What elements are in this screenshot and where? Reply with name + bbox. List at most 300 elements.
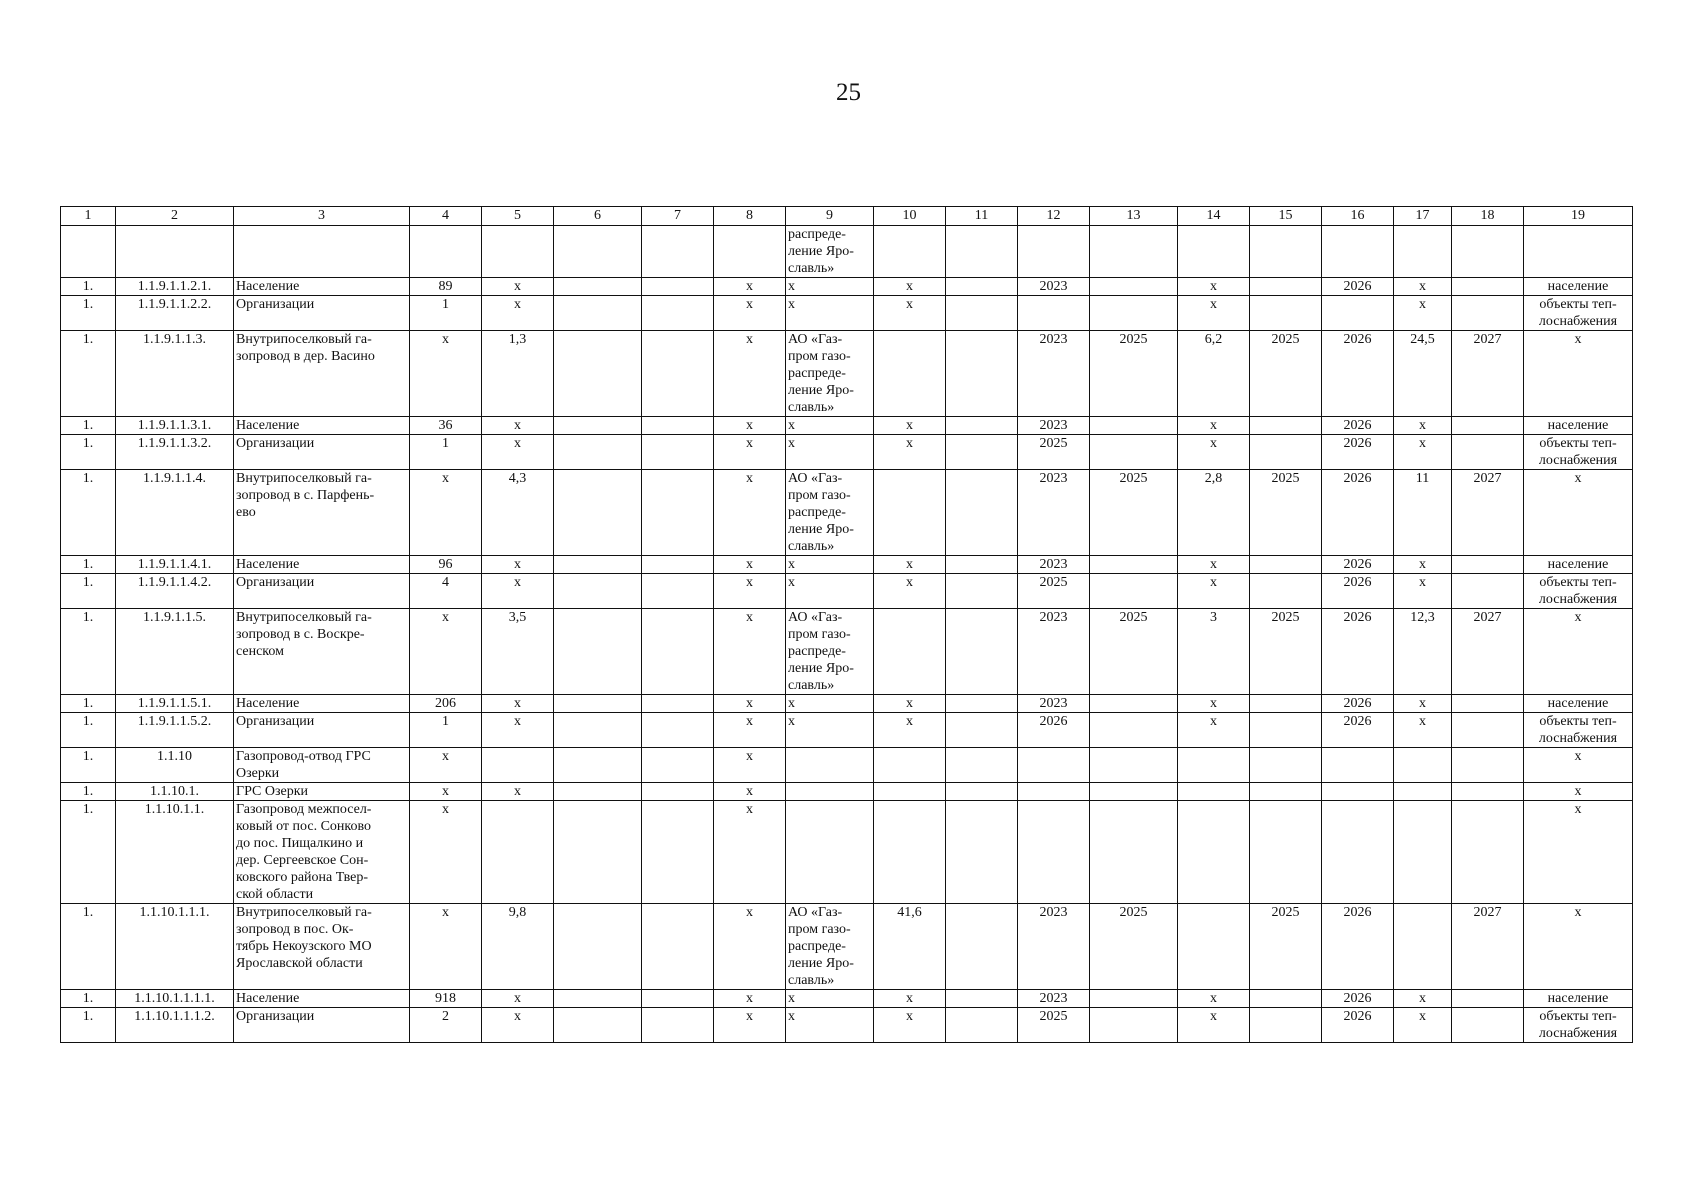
table-cell: Организации bbox=[234, 574, 410, 609]
table-cell bbox=[1250, 556, 1322, 574]
table-cell bbox=[642, 226, 714, 278]
table-cell: объекты теп- лоснабжения bbox=[1524, 435, 1633, 470]
table-cell: 2026 bbox=[1322, 574, 1394, 609]
table-cell: x bbox=[410, 331, 482, 417]
table-cell bbox=[946, 574, 1018, 609]
table-cell bbox=[554, 783, 642, 801]
table-cell: x bbox=[714, 556, 786, 574]
table-cell: x bbox=[786, 278, 874, 296]
table-cell: 2025 bbox=[1018, 435, 1090, 470]
table-cell: 206 bbox=[410, 695, 482, 713]
table-cell: 2026 bbox=[1322, 278, 1394, 296]
table-cell: 1.1.9.1.1.3.1. bbox=[116, 417, 234, 435]
column-header: 18 bbox=[1452, 207, 1524, 226]
header-row bbox=[61, 207, 1633, 226]
table-cell bbox=[642, 801, 714, 904]
table-cell: 2023 bbox=[1018, 609, 1090, 695]
column-header: 5 bbox=[482, 207, 554, 226]
table-cell: объекты теп- лоснабжения bbox=[1524, 1008, 1633, 1043]
table-cell: x bbox=[1178, 990, 1250, 1008]
column-header: 4 bbox=[410, 207, 482, 226]
table-cell: 1. bbox=[61, 713, 116, 748]
table-cell: x bbox=[874, 713, 946, 748]
table-cell: 96 bbox=[410, 556, 482, 574]
table-cell bbox=[1322, 296, 1394, 331]
table-cell: Население bbox=[234, 417, 410, 435]
table-cell: x bbox=[714, 990, 786, 1008]
table-cell: x bbox=[1394, 713, 1452, 748]
table-row bbox=[61, 331, 1633, 417]
table-cell: x bbox=[1394, 1008, 1452, 1043]
table-cell: 2025 bbox=[1090, 331, 1178, 417]
table-cell: x bbox=[482, 783, 554, 801]
table-cell bbox=[642, 331, 714, 417]
table-cell: x bbox=[482, 1008, 554, 1043]
table-cell: 2026 bbox=[1322, 1008, 1394, 1043]
table-cell: 2026 bbox=[1322, 609, 1394, 695]
table-cell: x bbox=[874, 435, 946, 470]
table-cell bbox=[1322, 801, 1394, 904]
table-cell: x bbox=[482, 417, 554, 435]
table-row bbox=[61, 296, 1633, 331]
table-cell: x bbox=[1524, 470, 1633, 556]
table-cell: 2026 bbox=[1322, 417, 1394, 435]
table-cell bbox=[1090, 990, 1178, 1008]
table-cell: 2023 bbox=[1018, 331, 1090, 417]
table-row bbox=[61, 904, 1633, 990]
table-cell: 1 bbox=[410, 296, 482, 331]
table-cell: 1. bbox=[61, 783, 116, 801]
table-cell: 2026 bbox=[1322, 713, 1394, 748]
table-row bbox=[61, 226, 1633, 278]
table-cell: x bbox=[1524, 783, 1633, 801]
table-cell: x bbox=[874, 574, 946, 609]
table-cell: x bbox=[1524, 609, 1633, 695]
table-cell: 1.1.10.1.1.1.2. bbox=[116, 1008, 234, 1043]
table-cell: объекты теп- лоснабжения bbox=[1524, 713, 1633, 748]
table-cell bbox=[1452, 574, 1524, 609]
table-cell: x bbox=[874, 695, 946, 713]
table-cell bbox=[946, 470, 1018, 556]
table-cell bbox=[1452, 435, 1524, 470]
table-cell: 1. bbox=[61, 296, 116, 331]
table-cell: Внутрипоселковый га- зопровод в с. Воскре- сенском bbox=[234, 609, 410, 695]
table-cell bbox=[1524, 226, 1633, 278]
table-cell bbox=[1018, 296, 1090, 331]
table-cell bbox=[1090, 574, 1178, 609]
table-cell: x bbox=[1394, 695, 1452, 713]
table-cell: Внутрипоселковый га- зопровод в с. Парфень- ево bbox=[234, 470, 410, 556]
table-cell bbox=[1178, 783, 1250, 801]
table-cell bbox=[1452, 278, 1524, 296]
table-cell bbox=[874, 801, 946, 904]
table-cell bbox=[116, 226, 234, 278]
table-cell: x bbox=[714, 783, 786, 801]
table-cell: 2,8 bbox=[1178, 470, 1250, 556]
table-cell: x bbox=[714, 801, 786, 904]
table-cell bbox=[1322, 748, 1394, 783]
column-header: 11 bbox=[946, 207, 1018, 226]
table-cell: Газопровод межпосел- ковый от пос. Сонково до пос. Пищалкино и дер. Сергеевское Сон- ковского района Твер- ской области bbox=[234, 801, 410, 904]
table-row bbox=[61, 801, 1633, 904]
table-cell: 2025 bbox=[1250, 470, 1322, 556]
table-cell: 1.1.10.1.1.1. bbox=[116, 904, 234, 990]
table-cell: x bbox=[1178, 574, 1250, 609]
table-cell: 4,3 bbox=[482, 470, 554, 556]
table-cell bbox=[554, 609, 642, 695]
table-cell bbox=[642, 783, 714, 801]
table-cell: 2023 bbox=[1018, 470, 1090, 556]
table-cell bbox=[946, 713, 1018, 748]
table-cell: x bbox=[714, 1008, 786, 1043]
table-cell: 1. bbox=[61, 1008, 116, 1043]
table-cell: Внутрипоселковый га- зопровод в дер. Васино bbox=[234, 331, 410, 417]
table-cell: x bbox=[714, 748, 786, 783]
table-cell: Организации bbox=[234, 435, 410, 470]
table-cell bbox=[482, 748, 554, 783]
table-cell: 11 bbox=[1394, 470, 1452, 556]
column-header: 12 bbox=[1018, 207, 1090, 226]
table-cell bbox=[1250, 990, 1322, 1008]
table-cell: 1.1.9.1.1.3. bbox=[116, 331, 234, 417]
table-cell: 36 bbox=[410, 417, 482, 435]
table-cell: x bbox=[874, 990, 946, 1008]
table-cell: x bbox=[1524, 331, 1633, 417]
table-row bbox=[61, 278, 1633, 296]
table-cell bbox=[642, 695, 714, 713]
table-cell: население bbox=[1524, 278, 1633, 296]
table-cell bbox=[1090, 783, 1178, 801]
table-cell bbox=[554, 713, 642, 748]
table-cell bbox=[1250, 417, 1322, 435]
table-row bbox=[61, 556, 1633, 574]
table-cell: x bbox=[874, 556, 946, 574]
table-cell bbox=[946, 278, 1018, 296]
table-cell: 1. bbox=[61, 748, 116, 783]
table-cell bbox=[61, 226, 116, 278]
table-cell: АО «Газ- пром газо- распреде- ление Яро- славль» bbox=[786, 470, 874, 556]
table-cell: x bbox=[1394, 990, 1452, 1008]
table-row bbox=[61, 1008, 1633, 1043]
table-cell bbox=[1452, 990, 1524, 1008]
table-cell: 1.1.9.1.1.4.2. bbox=[116, 574, 234, 609]
column-header: 1 bbox=[61, 207, 116, 226]
table-cell: x bbox=[1178, 1008, 1250, 1043]
table-cell bbox=[410, 226, 482, 278]
table-cell: x bbox=[1524, 904, 1633, 990]
table-cell bbox=[1322, 783, 1394, 801]
table-cell: 1. bbox=[61, 470, 116, 556]
table-cell: 1.1.9.1.1.5.2. bbox=[116, 713, 234, 748]
table-cell bbox=[1090, 748, 1178, 783]
table-cell bbox=[1452, 748, 1524, 783]
table-cell bbox=[1394, 748, 1452, 783]
table-cell: 1.1.9.1.1.3.2. bbox=[116, 435, 234, 470]
table-cell: 2027 bbox=[1452, 609, 1524, 695]
table-cell: 918 bbox=[410, 990, 482, 1008]
table-header bbox=[61, 207, 1633, 226]
table-cell: 2026 bbox=[1322, 990, 1394, 1008]
table-cell: население bbox=[1524, 990, 1633, 1008]
table-cell bbox=[1452, 226, 1524, 278]
table-cell: Население bbox=[234, 695, 410, 713]
table-cell: x bbox=[714, 904, 786, 990]
table-cell: x bbox=[1178, 278, 1250, 296]
table-cell: население bbox=[1524, 695, 1633, 713]
table-cell bbox=[642, 1008, 714, 1043]
table-cell: x bbox=[786, 417, 874, 435]
table-cell: x bbox=[1178, 296, 1250, 331]
table-cell bbox=[786, 801, 874, 904]
table-cell bbox=[946, 296, 1018, 331]
table-cell: x bbox=[410, 801, 482, 904]
table-cell: распреде- ление Яро- славль» bbox=[786, 226, 874, 278]
table-cell: 2023 bbox=[1018, 990, 1090, 1008]
table-cell: 1 bbox=[410, 435, 482, 470]
column-header: 15 bbox=[1250, 207, 1322, 226]
table-cell bbox=[554, 435, 642, 470]
table-cell bbox=[946, 801, 1018, 904]
table-cell: 3,5 bbox=[482, 609, 554, 695]
table-cell: 2025 bbox=[1018, 574, 1090, 609]
table-cell: x bbox=[1394, 417, 1452, 435]
table-cell bbox=[1452, 556, 1524, 574]
table-cell bbox=[554, 556, 642, 574]
table-cell: x bbox=[482, 556, 554, 574]
table-cell bbox=[1452, 695, 1524, 713]
column-header: 17 bbox=[1394, 207, 1452, 226]
table-cell: 41,6 bbox=[874, 904, 946, 990]
table-cell: 1. bbox=[61, 695, 116, 713]
table-cell: x bbox=[874, 278, 946, 296]
column-header: 19 bbox=[1524, 207, 1633, 226]
table-cell: 1.1.9.1.1.2.2. bbox=[116, 296, 234, 331]
table-cell bbox=[1178, 748, 1250, 783]
table-cell: Организации bbox=[234, 713, 410, 748]
table-cell: 2026 bbox=[1018, 713, 1090, 748]
table-cell: 1.1.10 bbox=[116, 748, 234, 783]
column-header: 7 bbox=[642, 207, 714, 226]
table-cell bbox=[1250, 435, 1322, 470]
table-cell bbox=[642, 748, 714, 783]
table-cell: 2023 bbox=[1018, 904, 1090, 990]
table-cell: 2026 bbox=[1322, 556, 1394, 574]
table-cell bbox=[946, 609, 1018, 695]
table-cell bbox=[1452, 1008, 1524, 1043]
table-cell: 4 bbox=[410, 574, 482, 609]
table-cell bbox=[554, 1008, 642, 1043]
table-cell bbox=[642, 990, 714, 1008]
table-cell: 1. bbox=[61, 331, 116, 417]
table-cell bbox=[786, 783, 874, 801]
table-cell bbox=[642, 296, 714, 331]
table-cell: 2025 bbox=[1250, 609, 1322, 695]
table-cell bbox=[642, 713, 714, 748]
table-body bbox=[61, 226, 1633, 1043]
table-cell: 1.1.9.1.1.2.1. bbox=[116, 278, 234, 296]
table-cell: 2025 bbox=[1090, 904, 1178, 990]
table-cell: 3 bbox=[1178, 609, 1250, 695]
table-cell: Население bbox=[234, 556, 410, 574]
table-cell bbox=[1250, 713, 1322, 748]
table-cell bbox=[1178, 801, 1250, 904]
table-cell: 1.1.9.1.1.5.1. bbox=[116, 695, 234, 713]
table-cell bbox=[1250, 695, 1322, 713]
table-cell: 89 bbox=[410, 278, 482, 296]
table-row bbox=[61, 574, 1633, 609]
table-cell: 2025 bbox=[1090, 609, 1178, 695]
table-cell bbox=[1250, 783, 1322, 801]
table-cell: 1 bbox=[410, 713, 482, 748]
table-cell bbox=[874, 609, 946, 695]
table-cell: 2026 bbox=[1322, 435, 1394, 470]
table-cell: x bbox=[410, 609, 482, 695]
table-cell: x bbox=[1394, 296, 1452, 331]
table-cell bbox=[482, 801, 554, 904]
table-cell: 1. bbox=[61, 417, 116, 435]
table-cell bbox=[874, 470, 946, 556]
table-cell bbox=[1322, 226, 1394, 278]
table-cell: 2026 bbox=[1322, 331, 1394, 417]
column-header: 8 bbox=[714, 207, 786, 226]
table-cell bbox=[1090, 435, 1178, 470]
table-cell: 1,3 bbox=[482, 331, 554, 417]
table-cell: x bbox=[714, 713, 786, 748]
table-cell bbox=[642, 417, 714, 435]
table-cell: 1.1.9.1.1.5. bbox=[116, 609, 234, 695]
table-cell bbox=[554, 695, 642, 713]
table-cell bbox=[642, 574, 714, 609]
table-cell bbox=[642, 278, 714, 296]
table-cell: 1. bbox=[61, 609, 116, 695]
table-cell bbox=[1090, 278, 1178, 296]
table-cell: 2025 bbox=[1250, 904, 1322, 990]
table-cell: x bbox=[786, 296, 874, 331]
table-cell: 1. bbox=[61, 801, 116, 904]
table-cell bbox=[642, 556, 714, 574]
table-cell: Внутрипоселковый га- зопровод в пос. Ок- тябрь Некоузского МО Ярославской области bbox=[234, 904, 410, 990]
column-header: 10 bbox=[874, 207, 946, 226]
table-row bbox=[61, 417, 1633, 435]
table-cell bbox=[1018, 783, 1090, 801]
table-cell bbox=[1090, 556, 1178, 574]
table-cell: x bbox=[714, 278, 786, 296]
table-cell bbox=[1090, 226, 1178, 278]
table-cell bbox=[946, 1008, 1018, 1043]
table-cell bbox=[874, 331, 946, 417]
table-cell bbox=[946, 331, 1018, 417]
table-cell bbox=[642, 435, 714, 470]
table-cell bbox=[1452, 713, 1524, 748]
table-cell: x bbox=[1178, 713, 1250, 748]
table-row bbox=[61, 609, 1633, 695]
table-cell bbox=[1250, 748, 1322, 783]
table-cell bbox=[1090, 695, 1178, 713]
table-cell: 2025 bbox=[1090, 470, 1178, 556]
table-cell: 24,5 bbox=[1394, 331, 1452, 417]
table-cell: 1.1.9.1.1.4. bbox=[116, 470, 234, 556]
table-cell bbox=[1452, 801, 1524, 904]
page-number: 25 bbox=[836, 79, 861, 106]
table-cell: x bbox=[786, 556, 874, 574]
table-cell: x bbox=[410, 904, 482, 990]
table-cell: 2023 bbox=[1018, 695, 1090, 713]
table-cell: 1.1.10.1.1. bbox=[116, 801, 234, 904]
table-cell bbox=[1394, 904, 1452, 990]
table-cell bbox=[874, 226, 946, 278]
table-cell: x bbox=[482, 278, 554, 296]
table-cell: Организации bbox=[234, 1008, 410, 1043]
table-cell: x bbox=[786, 713, 874, 748]
table-cell: объекты теп- лоснабжения bbox=[1524, 296, 1633, 331]
table-cell: Население bbox=[234, 990, 410, 1008]
table-cell bbox=[1394, 783, 1452, 801]
column-header: 3 bbox=[234, 207, 410, 226]
table-cell: x bbox=[714, 609, 786, 695]
table-cell: население bbox=[1524, 417, 1633, 435]
data-table bbox=[60, 206, 1633, 1043]
table-cell: x bbox=[786, 435, 874, 470]
table-cell: 1.1.9.1.1.4.1. bbox=[116, 556, 234, 574]
table-cell: x bbox=[410, 470, 482, 556]
table-cell: x bbox=[1394, 556, 1452, 574]
table-cell: АО «Газ- пром газо- распреде- ление Яро- славль» bbox=[786, 331, 874, 417]
table-cell: 2026 bbox=[1322, 904, 1394, 990]
table-cell: x bbox=[1394, 435, 1452, 470]
table-cell bbox=[946, 556, 1018, 574]
table-cell bbox=[1250, 278, 1322, 296]
table-row bbox=[61, 713, 1633, 748]
column-header: 14 bbox=[1178, 207, 1250, 226]
table-cell: x bbox=[714, 331, 786, 417]
table-cell: x bbox=[482, 574, 554, 609]
table-cell: Организации bbox=[234, 296, 410, 331]
table-cell bbox=[1250, 801, 1322, 904]
table-cell: объекты теп- лоснабжения bbox=[1524, 574, 1633, 609]
table-cell: x bbox=[1394, 574, 1452, 609]
table-cell bbox=[1452, 783, 1524, 801]
table-cell bbox=[946, 226, 1018, 278]
table-cell: x bbox=[482, 713, 554, 748]
table-cell bbox=[482, 226, 554, 278]
table-cell: 2027 bbox=[1452, 470, 1524, 556]
table-cell: x bbox=[874, 1008, 946, 1043]
table-cell bbox=[946, 904, 1018, 990]
table-cell: 1.1.10.1. bbox=[116, 783, 234, 801]
table-cell: 12,3 bbox=[1394, 609, 1452, 695]
table-cell bbox=[1090, 417, 1178, 435]
table-cell bbox=[786, 748, 874, 783]
table-cell bbox=[1090, 296, 1178, 331]
table-cell: x bbox=[714, 574, 786, 609]
table-cell bbox=[554, 278, 642, 296]
table-cell: 2026 bbox=[1322, 695, 1394, 713]
table-cell bbox=[1090, 713, 1178, 748]
column-header: 16 bbox=[1322, 207, 1394, 226]
table-cell: АО «Газ- пром газо- распреде- ление Яро- славль» bbox=[786, 609, 874, 695]
table-row bbox=[61, 783, 1633, 801]
table-cell bbox=[946, 783, 1018, 801]
table-cell: 1. bbox=[61, 990, 116, 1008]
table-cell: x bbox=[410, 748, 482, 783]
table-cell bbox=[946, 417, 1018, 435]
table-cell bbox=[1018, 748, 1090, 783]
table-cell bbox=[1250, 226, 1322, 278]
table-cell: 2023 bbox=[1018, 278, 1090, 296]
table-cell bbox=[1018, 226, 1090, 278]
table-cell: 1. bbox=[61, 574, 116, 609]
table-row bbox=[61, 748, 1633, 783]
